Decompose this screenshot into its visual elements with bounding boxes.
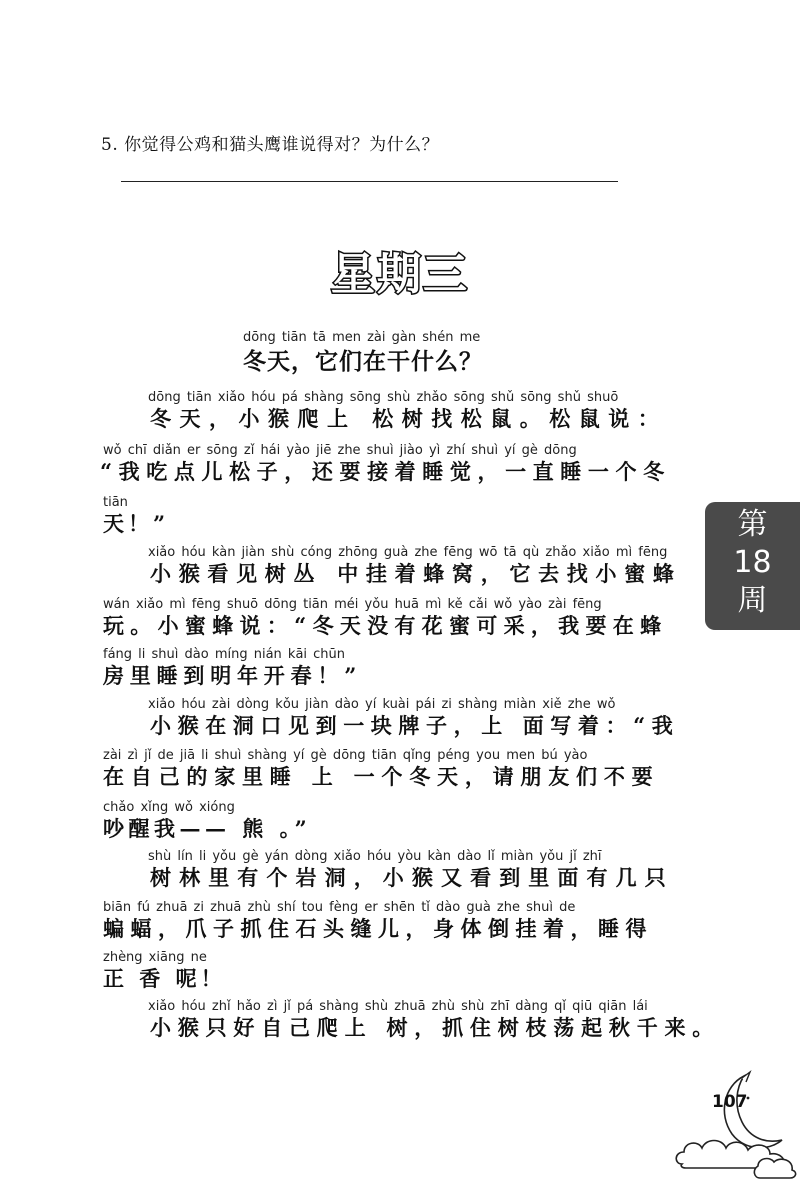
pinyin-line: biān fú zhuā zi zhuā zhù shí tou fèng er shēn tǐ dào guà zhe shuì de [103, 900, 576, 915]
day-heading: 星期三 [331, 249, 469, 300]
pinyin-line: chǎo xǐng wǒ xióng [103, 800, 235, 815]
text-line: 正 香 呢！ [103, 966, 226, 991]
text-line: 冬天，小猴爬上 松树找松鼠。松鼠说： [150, 406, 668, 431]
moon-cloud-decoration [672, 1068, 800, 1180]
text-line: 小猴在洞口见到一块牌子，上 面写着：“我 [150, 713, 680, 738]
text-line: 玩。小蜜蜂说：“冬天没有花蜜可采，我要在蜂 [103, 613, 668, 638]
text-line: “我吃点儿松子，还要接着睡觉，一直睡一个冬 [100, 459, 671, 484]
text-line: 蝙蝠，爪子抓住石头缝儿，身体倒挂着，睡得 [103, 916, 653, 941]
pinyin-line: zài zì jǐ de jiā li shuì shàng yí gè dōng tiān qǐng péng you men bú yào [103, 748, 588, 763]
question-5: 5. 你觉得公鸡和猫头鹰谁说得对？为什么？ [101, 135, 440, 155]
pinyin-line: xiǎo hóu zài dòng kǒu jiàn dào yí kuài pái zi shàng miàn xiě zhe wǒ [148, 697, 616, 712]
text-line: 在自己的家里睡 上 一个冬天，请朋友们不要 [103, 764, 660, 789]
pinyin-line: wán xiǎo mì fēng shuō dōng tiān méi yǒu huā mì kě cǎi wǒ yào zài fēng [103, 597, 602, 612]
pinyin-line: fáng li shuì dào míng nián kāi chūn [103, 647, 346, 662]
text-line: 小猴看见树丛 中挂着蜂窝，它去找小蜜蜂 [150, 561, 682, 586]
pinyin-line: xiǎo hóu kàn jiàn shù cóng zhōng guà zhe fēng wō tā qù zhǎo xiǎo mì fēng [148, 545, 668, 560]
pinyin-line: shù lín li yǒu gè yán dòng xiǎo hóu yòu kàn dào lǐ miàn yǒu jǐ zhī [148, 849, 602, 864]
text-line: 小猴只好自己爬上 树，抓住树枝荡起秋千来。 [150, 1015, 721, 1040]
text-line: 天！” [103, 511, 170, 536]
text-line: 树林里有个岩洞，小猴又看到里面有几只 [150, 865, 674, 890]
page-number: 107 [712, 1092, 748, 1112]
pinyin-line: xiǎo hóu zhǐ hǎo zì jǐ pá shàng shù zhuā zhù shù zhī dàng qǐ qiū qiān lái [148, 999, 648, 1014]
text-line: 房里睡到明年开春！” [103, 663, 363, 688]
pinyin-line: wǒ chī diǎn er sōng zǐ hái yào jiē zhe shuì jiào yì zhí shuì yí gè dōng [103, 443, 577, 458]
story-title-pinyin: dōng tiān tā men zài gàn shén me [243, 330, 481, 345]
side-tab-week-number: 18 [733, 545, 772, 580]
pinyin-line: dōng tiān xiǎo hóu pá shàng sōng shù zhǎo sōng shǔ sōng shǔ shuō [148, 390, 619, 405]
side-tab-label: 第 [737, 507, 768, 542]
side-tab-label: 周 [737, 583, 768, 618]
pinyin-line: zhèng xiāng ne [103, 950, 207, 965]
text-line: 吵醒我—— 熊 。” [103, 816, 312, 841]
story-title: 冬天，它们在干什么？ [243, 348, 483, 375]
pinyin-line: tiān [103, 495, 128, 510]
answer-line [121, 181, 618, 182]
week-side-tab [705, 502, 800, 630]
